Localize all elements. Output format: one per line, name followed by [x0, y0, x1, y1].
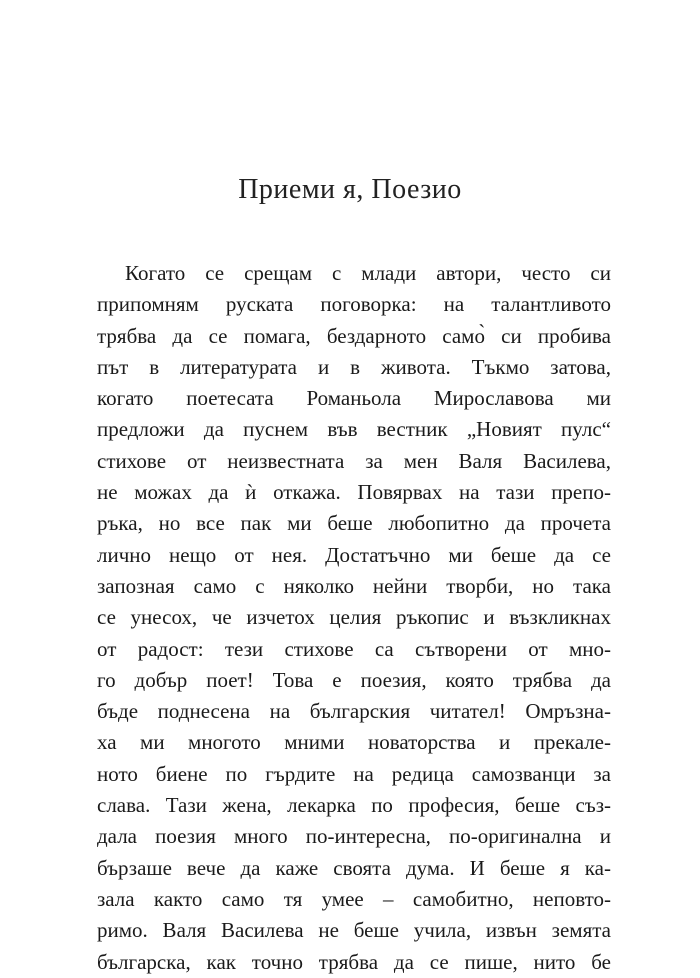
text-line: слава. Тази жена, лекарка по професия, беше съз- [97, 793, 611, 818]
text-line: българска, как точно трябва да се пише, нито бе [97, 949, 611, 974]
text-line: от радост: тези стихове са сътворени от мно- [97, 636, 611, 661]
text-line: римо. Валя Василева не беше учила, извън земята [97, 918, 611, 943]
text-line: дала поезия много по-интересна, по-оригинална и [97, 824, 611, 849]
text-line: предложи да пуснем във вестник „Новият пулс“ [97, 417, 611, 442]
text-line: припомням руската поговорка: на талантливото [97, 292, 611, 317]
text-line: лично нещо от нея. Достатъчно ми беше да се [97, 542, 611, 567]
text-line: Когато се срещам с млади автори, често си [125, 261, 611, 285]
text-line: стихове от неизвестната за мен Валя Василева, [97, 448, 611, 473]
text-line: го добър поет! Това е поезия, която трябва да [97, 667, 611, 692]
body-text [97, 258, 611, 978]
text-line: път в литературата и в живота. Тъкмо затова, [97, 354, 611, 379]
text-line: се унесох, че изчетох целия ръкопис и възкликнах [97, 605, 611, 630]
text-line: трябва да се помага, бездарното само̀ си пробива [97, 323, 611, 348]
text-line: бъде поднесена на българския читател! Омръзна- [97, 699, 611, 724]
text-line: не можах да ѝ откажа. Повярвах на тази препо- [97, 480, 611, 505]
text-line: ръка, но все пак ми беше любопитно да прочета [97, 511, 611, 536]
text-line: ното биене по гърдите на редица самозванци за [97, 761, 611, 786]
text-line: запозная само с няколко нейни творби, но така [97, 573, 611, 598]
text-line: бързаше вече да каже своята дума. И беше я ка- [97, 855, 611, 880]
text-line: ха ми многото мними новаторства и прекале- [97, 730, 611, 755]
text-line: зала както само тя умее – самобитно, неповто- [97, 886, 611, 911]
chapter-title: Приеми я, Поезио [238, 174, 462, 205]
text-line: когато поетесата Романьола Мирославова ми [97, 386, 611, 411]
